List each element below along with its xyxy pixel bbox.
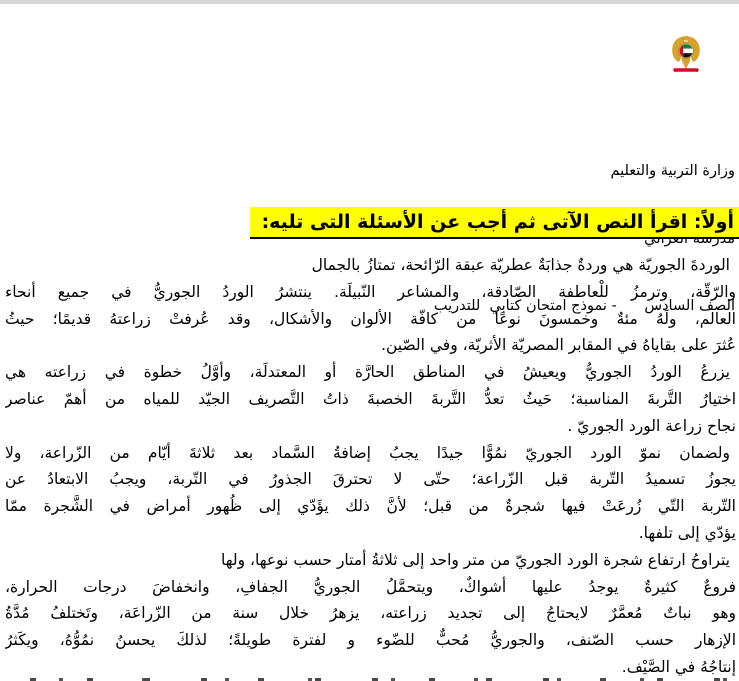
- uae-coat-of-arms-icon: [670, 33, 702, 75]
- text-line: وهو نباتٌ مُعمَّرٌ لايحتاجُ إلى تجديد زراعته، يزهرُ خلال سنة من الزّراعَة، وتَختلفُ مُدَّةُ: [5, 604, 736, 623]
- text-line: يؤدّي إلى تلفها.: [638, 523, 736, 542]
- text-line: عُثرَ على بقاياهُ في المقابر المصريّة الأثريّة، وفي الصّين.: [381, 336, 736, 355]
- ministry-name: وزارة التربية والتعليم: [610, 163, 735, 179]
- text-line: نجاح زراعة الورد الجوريّ .: [567, 416, 736, 435]
- window-top-divider: [0, 0, 739, 4]
- section-title-highlighted: أولاً: اقرأ النص الآتى ثم أجب عن الأسئلة التى تليه:: [250, 207, 739, 239]
- text-line: الوردةَ الجوريّة هي وردةٌ جذابَةٌ عطريّة عبقة الرّائحة، تمتازُ بالجمال: [311, 256, 730, 274]
- text-line: ولضمان نموّ الورد الجوريّ نمُوًّا جيدًا يجبُ إضافةُ السَّماد بعد ثلاثةَ أيّام من الزّراعة، ولا: [5, 443, 730, 462]
- text-line: إنتاجُهُ في الصَّيْف.: [621, 657, 736, 676]
- text-line: فروعٌ كثيرةٌ يوجدُ عليها أشواكٌ، ويتحمَّلُ الجوريُّ الجفافِ، وانخفاضَ درجات الحرارة،: [5, 577, 736, 596]
- text-line: والرّقّة، وترمزُ للْعاطفة الصّادقة، والمشاعر النّبيلَة. ينتشرُ الوردُ الجوريُّ في جميع أنحاء: [5, 282, 736, 301]
- reading-passage: [5, 252, 736, 681]
- text-line: التّربة التّي زُرعَتْ فيها شجرةٌ من قبل؛ لأنَّ ذلك يؤَدّي إلى ظُهور أمراض في الشَّجرة ممّا: [5, 497, 736, 516]
- text-line: اختيارُ التَّربةَ المناسبة؛ حَيثُ تعدُّ التَّربةَ الخصبةَ ذاتُ التَّصريف الجيّد للمياه من أهمّ عناصر: [5, 389, 736, 408]
- section-title-row: [250, 207, 739, 239]
- text-line: يجوزُ تسميدُ التّربة قبل الزّراعة؛ حتّى لا تحترقَ الجذورُ في التّربة، ويجبُ الابتعادُ عن: [5, 470, 736, 489]
- text-line: الإزهار حسب الصّنف، والجوريُّ مُحبٌّ للضّوء و لفترة طويلةً؛ لذلكَ يحسنُ نمُوُّهُ، ويكَثرُ: [5, 631, 736, 650]
- text-line: يتراوحُ ارتفاع شجرة الورد الجوريّ من متر واحد إلى ثلاثةُ أمتار حسب نوعها، ولها: [221, 550, 730, 569]
- text-line: العالم، ولَهُ مئةٌ وخمسونَ نوعًا من كافّة الألوان والأشكال، وقد عُرفتْ زراعتهُ قديمًا؛ حيثُ: [5, 309, 736, 328]
- text-line: يزرعُ الوردُ الجوريُّ ويعيشُ في المناطق الحارَّة أو المعتدلَة، وأوَّلُ خطوة في زراعته هي: [5, 363, 730, 382]
- grade-and-exam-type: الصف السادس - نموذج امتحان كتابي للتدريب: [433, 298, 735, 314]
